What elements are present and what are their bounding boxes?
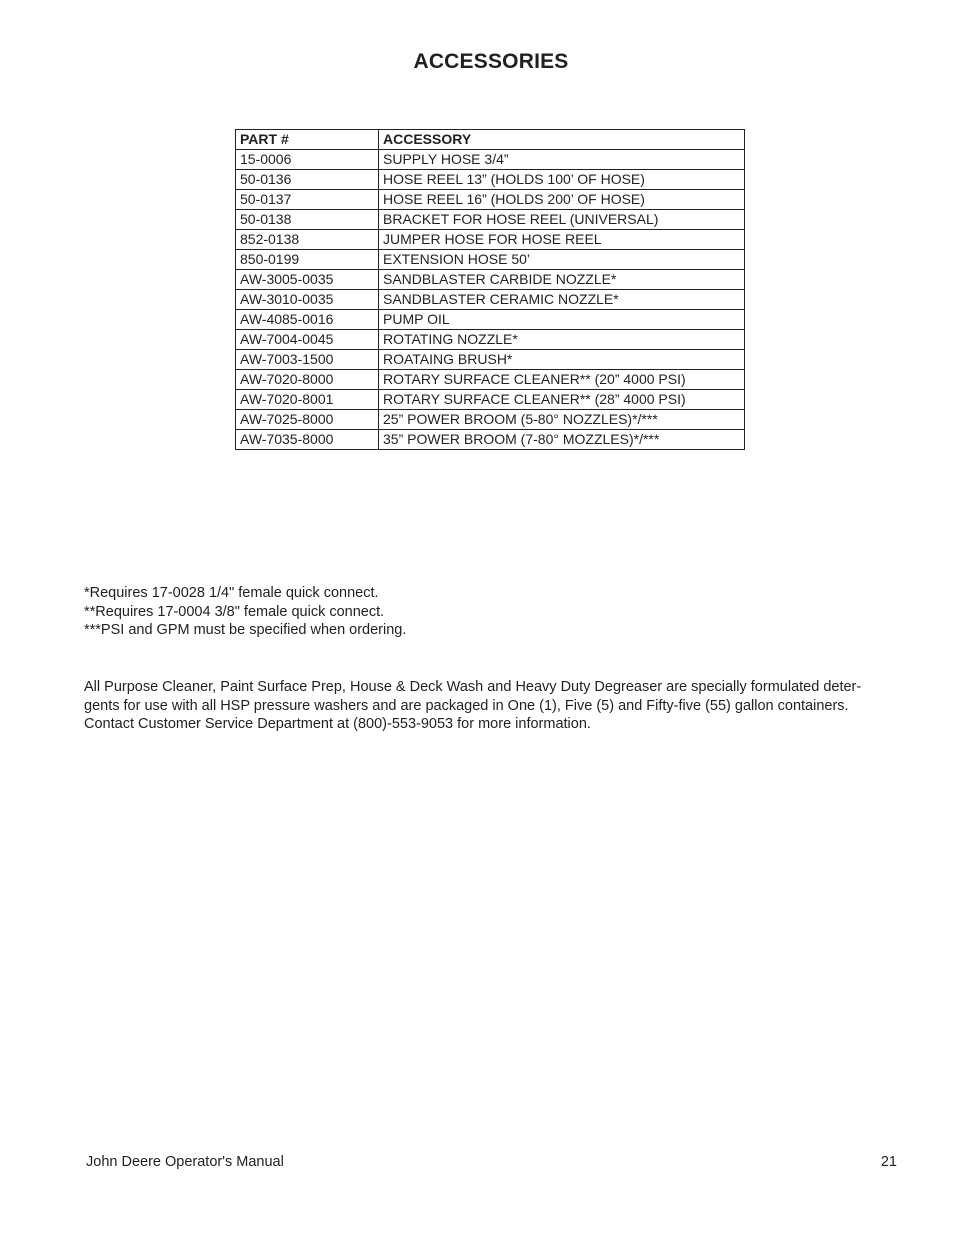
table-row: [236, 170, 745, 190]
table-row: [236, 350, 745, 370]
footer-page-number: 21: [880, 1154, 897, 1170]
part-number-cell: AW-7025-8000: [236, 410, 379, 430]
part-number-cell: 850-0199: [236, 250, 379, 270]
accessory-cell: HOSE REEL 13” (HOLDS 100’ OF HOSE): [379, 170, 745, 190]
table-row: [236, 410, 745, 430]
part-number-cell: AW-7020-8000: [236, 370, 379, 390]
accessory-cell: ROTATING NOZZLE*: [379, 330, 745, 350]
accessory-cell: ROATAING BRUSH*: [379, 350, 745, 370]
part-number-cell: AW-7020-8001: [236, 390, 379, 410]
table-row: [236, 210, 745, 230]
part-number-cell: AW-3010-0035: [236, 290, 379, 310]
part-number-cell: AW-3005-0035: [236, 270, 379, 290]
accessory-cell: SANDBLASTER CARBIDE NOZZLE*: [379, 270, 745, 290]
accessory-cell: ROTARY SURFACE CLEANER** (28” 4000 PSI): [379, 390, 745, 410]
accessory-cell: HOSE REEL 16” (HOLDS 200’ OF HOSE): [379, 190, 745, 210]
table-row: [236, 250, 745, 270]
accessory-cell: EXTENSION HOSE 50’: [379, 250, 745, 270]
accessory-cell: JUMPER HOSE FOR HOSE REEL: [379, 230, 745, 250]
part-number-cell: AW-7004-0045: [236, 330, 379, 350]
part-number-cell: AW-4085-0016: [236, 310, 379, 330]
table-row: [236, 310, 745, 330]
accessory-cell: PUMP OIL: [379, 310, 745, 330]
table-row: [236, 270, 745, 290]
accessory-cell: BRACKET FOR HOSE REEL (UNIVERSAL): [379, 210, 745, 230]
table-row: [236, 230, 745, 250]
accessory-cell: 25” POWER BROOM (5-80° NOZZLES)*/***: [379, 410, 745, 430]
column-header-accessory: ACCESSORY: [379, 130, 745, 150]
part-number-cell: AW-7035-8000: [236, 430, 379, 450]
accessory-cell: 35” POWER BROOM (7-80° MOZZLES)*/***: [379, 430, 745, 450]
table-body: [236, 150, 745, 450]
table-header-row: [236, 130, 745, 150]
footnotes: [84, 584, 406, 640]
table-row: [236, 370, 745, 390]
part-number-cell: 50-0138: [236, 210, 379, 230]
accessories-table: [235, 129, 745, 450]
accessory-cell: SANDBLASTER CERAMIC NOZZLE*: [379, 290, 745, 310]
detergent-paragraph: [84, 678, 902, 734]
paragraph-line-1: All Purpose Cleaner, Paint Surface Prep, House & Deck Wash and Heavy Duty Degreaser are specially formulated deter-: [84, 679, 862, 695]
table-row: [236, 430, 745, 450]
part-number-cell: 852-0138: [236, 230, 379, 250]
table-row: [236, 290, 745, 310]
page-title: ACCESSORIES: [413, 50, 569, 73]
footer-manual-title: John Deere Operator's Manual: [86, 1154, 284, 1170]
part-number-cell: 15-0006: [236, 150, 379, 170]
column-header-part-number: PART #: [236, 130, 379, 150]
footnote-2: **Requires 17-0004 3/8" female quick connect.: [84, 603, 385, 620]
table-row: [236, 190, 745, 210]
paragraph-line-2: gents for use with all HSP pressure washers and are packaged in One (1), Five (5) and Fifty-five (55) gallon containers.: [84, 697, 849, 714]
accessory-cell: ROTARY SURFACE CLEANER** (20” 4000 PSI): [379, 370, 745, 390]
table-row: [236, 390, 745, 410]
footnote-3: ***PSI and GPM must be specified when ordering.: [84, 622, 407, 638]
part-number-cell: 50-0136: [236, 170, 379, 190]
accessory-cell: SUPPLY HOSE 3/4”: [379, 150, 745, 170]
footnote-1: *Requires 17-0028 1/4" female quick connect.: [84, 585, 379, 601]
paragraph-line-3: Contact Customer Service Department at (800)-553-9053 for more information.: [84, 716, 591, 732]
part-number-cell: AW-7003-1500: [236, 350, 379, 370]
part-number-cell: 50-0137: [236, 190, 379, 210]
table-row: [236, 150, 745, 170]
table-row: [236, 330, 745, 350]
